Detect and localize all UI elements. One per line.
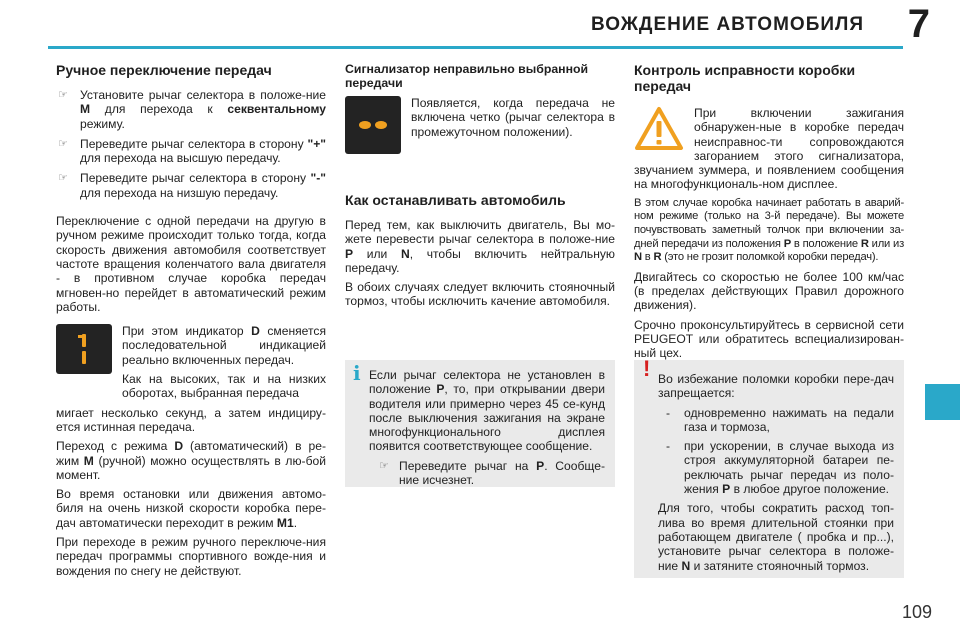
paragraph: Если рычаг селектора не установлен в положение P, то, при открывании двери водителя или примерно через 45 се-кунд после выключения зажигания на экране многофункционального дисплея появится соответствующее сообщение.	[369, 368, 605, 454]
gear-indicator-block	[56, 324, 326, 405]
section-title-stop: Как останавливать автомобиль	[345, 192, 566, 208]
paragraph: При этом индикатор D сменяется последовательной индикацией реально включенных передач.	[122, 324, 326, 367]
list-item: - одновременно нажимать на педали газа и тормоза,	[666, 405, 894, 434]
finger-pointer-icon: ☞	[58, 137, 68, 150]
paragraph: Переключение с одной передачи на другую в ручном режиме происходит только тогда, когда скорость движения автомобиля соответствует частоте вращения коленчатого вала двигателя - в противном случае коробка передач мгновен-но перейдет в автоматический режим работы.	[56, 214, 326, 314]
paragraph: Срочно проконсультируйтесь в сервисной сети PEUGEOT или обратитесь вспециализирован-ный цех.	[634, 317, 904, 361]
paragraph: Как на высоких, так и на низких оборотах, выбранная передача	[122, 372, 326, 401]
gearbox-check-section	[634, 62, 904, 366]
manual-shift-section	[56, 62, 326, 583]
list-item: ☞ Переведите рычаг на P. Сообще-ние исчезнет.	[379, 458, 605, 488]
paragraph: В обоих случаях следует включить стояночный тормоз, чтобы исключить качение автомобиля.	[345, 280, 615, 309]
paragraph: При включении зажигания обнаружен-ные в коробке передач неисправнос-ти сопровождаются загоранием этого сигнализатора, звучанием зуммера, и появлением сообщения на многофункциональ-ном дисплее.	[634, 106, 904, 192]
info-note-box	[345, 360, 615, 487]
finger-pointer-icon: ☞	[379, 459, 389, 472]
info-icon: i	[353, 361, 361, 385]
chapter-title: ВОЖДЕНИЕ АВТОМОБИЛЯ	[590, 14, 864, 35]
list-item: ☞ Переведите рычаг селектора в сторону "+" для перехода на высшую передачу.	[58, 136, 326, 166]
section-title-alarm: Сигнализатор неправильно выбранной передачи	[345, 62, 589, 90]
paragraph: Для того, чтобы сократить расход топ-лива во время длительной стоянки при работающем двигателе ( пробка и пр...), установите рычаг селектора в положе-ние N и затяните стояночный тормоз.	[658, 501, 894, 573]
amber-lamps-icon	[355, 118, 391, 132]
paragraph: Переход с режима D (автоматический) в ре-жим M (ручной) можно осуществлять в лю-бой момент.	[56, 439, 326, 482]
alarm-and-stop-section	[345, 62, 615, 314]
warning-note-box	[634, 356, 904, 578]
header-rule	[48, 46, 903, 49]
chapter-side-tab	[925, 384, 960, 420]
gear-digit-one-icon	[77, 332, 91, 366]
paragraph: Появляется, когда передача не включена четко (рычаг селектора в промежуточном положении).	[411, 96, 615, 139]
warning-triangle-icon	[634, 106, 688, 156]
list-item: ☞ Установите рычаг селектора в положе-ние M для перехода к секвентальному режиму.	[58, 88, 326, 131]
section-title-gearbox-check: Контроль исправности коробки передач	[634, 62, 856, 94]
finger-pointer-icon: ☞	[58, 172, 68, 185]
paragraph: В этом случае коробка начинает работать в аварий-ном режиме (только на 3-й передаче). Вы можете почувствовать заметный толчок при включении за-дней передачи из положения P в положение R или из N в R (это не грозит поломкой коробки передач).	[634, 196, 904, 264]
list-item: ☞ Переведите рычаг селектора в сторону "-" для перехода на низшую передачу.	[58, 171, 326, 200]
chapter-number: 7	[907, 2, 930, 46]
paragraph: При переходе в режим ручного переключе-ния передач программы спортивного вожде-ния и вождения по снегу не действуют.	[56, 535, 326, 578]
paragraph: Двигайтесь со скоростью не более 100 км/час (в пределах действующих Правил дорожного движения).	[634, 269, 904, 313]
finger-pointer-icon: ☞	[58, 89, 68, 101]
alarm-block	[345, 96, 615, 154]
gear-indicator-icon	[56, 324, 112, 374]
paragraph: мигает несколько секунд, а затем индициру-ется истинная передача.	[56, 405, 326, 434]
paragraph: Во избежание поломки коробки пере-дач запрещается:	[658, 372, 894, 401]
list-item: - при ускорении, в случае выхода из строя аккумуляторной батареи пе-реключать рычаг передач из поло-жения P в любое другое положение.	[666, 439, 894, 497]
page-number: 109	[901, 602, 932, 622]
gear-alarm-icon	[345, 96, 401, 154]
exclamation-icon: !	[643, 356, 651, 381]
paragraph: Перед тем, как выключить двигатель, Вы мо-жете перевести рычаг селектора в положе-ние P или N, чтобы включить нейтральную передачу.	[345, 218, 615, 275]
section-title-manual-shift: Ручное переключение передач	[56, 62, 272, 78]
paragraph: Во время остановки или движения автомо-биля на очень низкой скорости коробка пере-дач автоматически переходит в режим M1.	[56, 487, 326, 530]
